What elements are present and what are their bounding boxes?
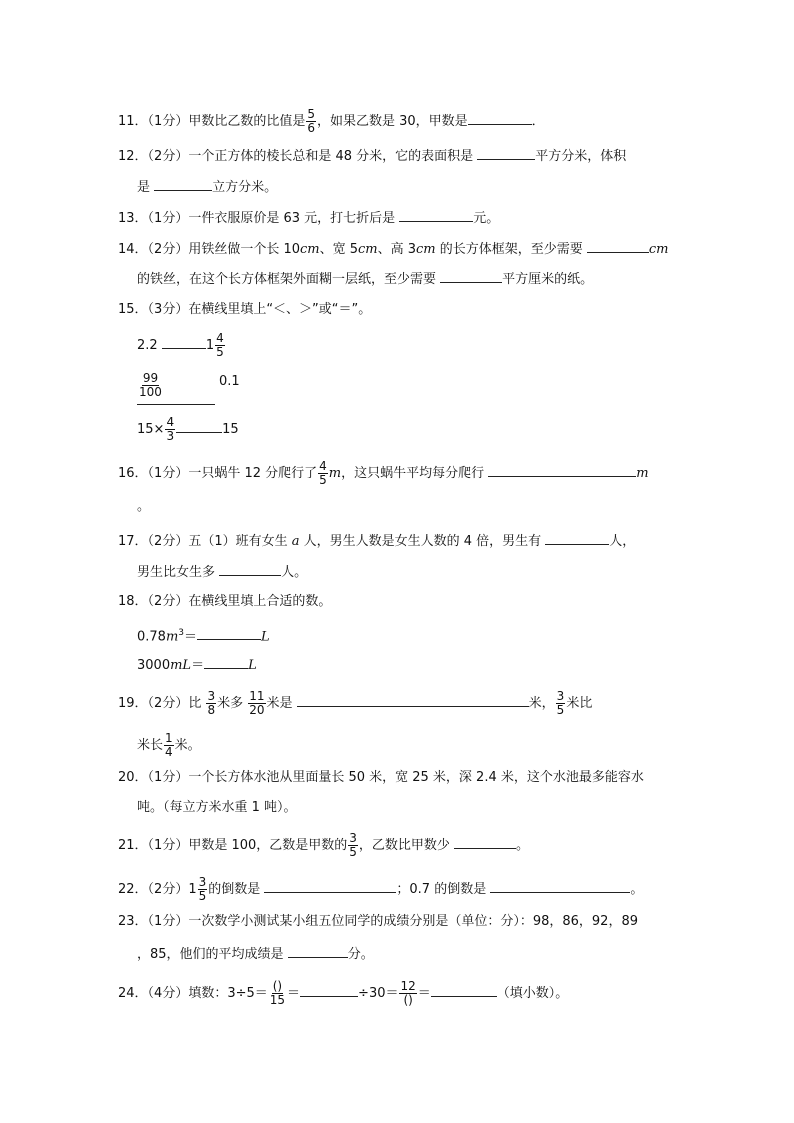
numerator: 3 [556,689,565,703]
answer-blank[interactable] [264,878,396,893]
numerator: 12 [400,979,416,993]
q17-text-2: 人，男生人数是女生人数的 4 倍，男生有 [299,534,546,549]
q11-end: ． [531,114,545,129]
question-22 [118,876,643,903]
numerator: 3 [207,689,216,703]
q16-line2: 。 [137,499,151,514]
q21-text: 21．（1分）甲数是 100，乙数是甲数的 [118,838,348,853]
answer-blank[interactable] [454,834,516,849]
fraction [248,690,265,717]
q24-tail: （填小数）。 [496,986,569,1001]
numerator: 4 [216,331,224,345]
q19-t4: 米比 [566,696,593,711]
q23-line2-tail: 分。 [347,947,374,962]
numerator: 5 [307,107,315,121]
question-16-line2 [137,497,150,517]
denominator: 100 [139,385,162,399]
question-20 [118,768,644,788]
fraction [164,732,174,759]
answer-blank[interactable] [288,943,348,958]
numerator: 4 [166,415,175,429]
denominator: 8 [207,703,216,717]
answer-blank[interactable] [154,176,212,191]
question-17 [118,530,635,552]
denominator: 5 [216,345,224,359]
fraction [165,416,175,443]
q19-line2-head: 米长 [137,738,164,753]
numerator: 1 [165,731,173,745]
question-15 [118,300,371,320]
fraction [556,690,566,717]
answer-blank[interactable] [219,561,281,576]
q23-line2-head: ，85，他们的平均成绩是 [137,947,288,962]
q17-end: 人， [609,534,636,549]
fraction [306,108,316,135]
unit-m: m [636,466,649,481]
q19-t1: 米多 [217,696,248,711]
q11-text-2: ，如果乙数是 30，甲数是 [316,114,468,129]
answer-blank[interactable] [431,982,497,997]
q15-a-left: 2.2 [137,338,158,353]
denominator: 4 [165,745,173,759]
mixed-whole: 1 [205,338,215,353]
answer-blank[interactable] [490,878,630,893]
q15-b-fraction-with-blank [137,372,217,406]
q15-part-b [137,372,240,406]
answer-blank[interactable] [204,654,248,669]
q18-a-left: 0.78 [137,629,166,645]
q24-t1: ÷30＝ [358,986,399,1001]
answer-blank[interactable] [468,110,532,125]
q15-part-a [137,332,226,359]
unit-cm: cm [358,242,378,257]
denominator: 5 [319,473,327,487]
q16-text: 16．（1分）一只蜗牛 12 分爬行了 [118,466,318,481]
q17-text: 17．（2分）五（1）班有女生 [118,534,292,549]
q18-text: 18．（2分）在横线里填上合适的数。 [118,594,332,609]
question-20-line2 [137,798,297,818]
q20-line2: 吨。（每立方米水重 1 吨）。 [137,800,297,815]
fraction [215,332,225,359]
fraction [348,832,358,859]
q20-line1: 20．（1分）一个长方体水池从里面量长 50 米，宽 25 米，深 2.4 米，这个水池最多能容水 [118,770,644,785]
q15-c-right: 15 [222,422,239,437]
fraction [399,980,416,1007]
q14-line2-head: 的铁丝，在这个长方体框架外面糊一层纸，至少需要 [137,272,441,287]
denominator: 5 [198,889,207,903]
question-18 [118,592,331,612]
q15-text: 15．（3分）在横线里填上“＜、＞”或“＝”。 [118,302,372,317]
denominator: 20 [249,703,265,717]
question-19 [118,690,592,717]
q22-end: 。 [630,882,644,897]
numerator: 3 [198,875,207,889]
question-24 [118,980,568,1007]
q11-text: 11．（1分）甲数比乙数的比值是 [118,114,306,129]
numerator: () [272,979,283,993]
numerator: 99 [142,371,159,385]
denominator: () [403,993,413,1007]
question-21 [118,832,529,859]
q22-text: 22．（2分） [118,882,189,897]
q14-s3: 的长方体框架，至少需要 [435,242,587,257]
unit-ml: mL [170,658,192,673]
q14-s1: 、宽 5 [319,242,359,257]
q17-line2-tail: 人。 [281,565,308,580]
q19-t3: 米， [528,696,555,711]
question-16 [118,460,649,487]
exponent: 3 [178,628,185,638]
unit-cm: cm [648,242,669,257]
question-11 [118,108,545,135]
question-14 [118,238,669,260]
answer-blank[interactable] [176,418,222,433]
unit-l: L [248,658,257,673]
q19-t2: 米是 [266,696,297,711]
numerator: 3 [349,831,357,845]
q12-line2-tail: 立方分米。 [212,180,278,195]
q15-c-left: 15× [137,422,165,437]
denominator: 6 [307,121,315,135]
variable-a: a [291,534,300,549]
q14-s2: 、高 3 [377,242,417,257]
answer-blank[interactable] [488,462,636,477]
answer-blank[interactable] [162,334,206,349]
q14-text: 14．（2分）用铁丝做一个长 10 [118,242,300,257]
answer-blank[interactable] [137,390,215,405]
unit-m: m [165,629,179,645]
q19-text: 19．（2分）比 [118,696,206,711]
denominator: 5 [349,845,357,859]
mixed-whole: 1 [188,882,197,897]
numerator: 4 [319,459,327,473]
answer-blank[interactable] [587,238,649,253]
question-19-line2 [137,732,201,759]
question-14-line2 [137,268,593,290]
fraction [198,876,208,903]
unit-cm: cm [416,242,436,257]
answer-blank[interactable] [197,625,261,640]
denominator: 5 [556,703,565,717]
question-13 [118,207,499,229]
fraction [269,980,286,1007]
question-12-line2 [137,176,277,198]
q12-line2-head: 是 [137,180,155,195]
denominator: 3 [166,429,175,443]
q21-end: 。 [516,838,530,853]
question-23-line2 [137,943,374,965]
question-23 [118,912,638,932]
equals: ＝ [417,986,431,1001]
q21-text-2: ，乙数比甲数少 [358,838,455,853]
q12-text: 12．（2分）一个正方体的棱长总和是 48 分米，它的表面积是 [118,149,478,164]
answer-blank[interactable] [399,207,473,222]
q18-b-left: 3000 [137,658,171,673]
equals: ＝ [184,629,198,645]
q22-t1: 的倒数是 [208,882,265,897]
equals: ＝ [191,658,205,673]
q18-part-b [137,654,257,676]
q13-text: 13．（1分）一件衣服原价是 63 元，打七折后是 [118,211,400,226]
question-17-line2 [137,561,307,583]
fraction [318,460,328,487]
answer-blank[interactable] [440,268,502,283]
q19-line2-tail: 米。 [174,738,201,753]
answer-blank[interactable] [477,145,535,160]
q18-part-a [137,623,270,647]
q13-tail: 元。 [473,211,500,226]
answer-blank[interactable] [297,692,529,707]
q23-line1: 23．（1分）一次数学小测试某小组五位同学的成绩分别是（单位：分）：98，86，92，89 [118,914,638,929]
q15-part-c [137,416,239,443]
answer-blank[interactable] [545,530,609,545]
question-12 [118,145,626,167]
fraction [206,690,216,717]
unit-m: m [328,466,342,481]
q15-b-right: 0.1 [219,374,240,389]
q17-line2-head: 男生比女生多 [137,565,220,580]
unit-l: L [261,629,270,645]
answer-blank[interactable] [300,982,358,997]
q12-text-2: 平方分米，体积 [535,149,627,164]
q14-line2-tail: 平方厘米的纸。 [502,272,594,287]
unit-cm: cm [300,242,320,257]
equals: ＝ [287,986,301,1001]
q22-t2: ；0.7 的倒数是 [396,882,491,897]
denominator: 15 [269,993,286,1007]
q16-text-2: ，这只蜗牛平均每分爬行 [341,466,489,481]
numerator: 11 [249,689,265,703]
q24-text: 24．（4分）填数：3÷5＝ [118,986,268,1001]
